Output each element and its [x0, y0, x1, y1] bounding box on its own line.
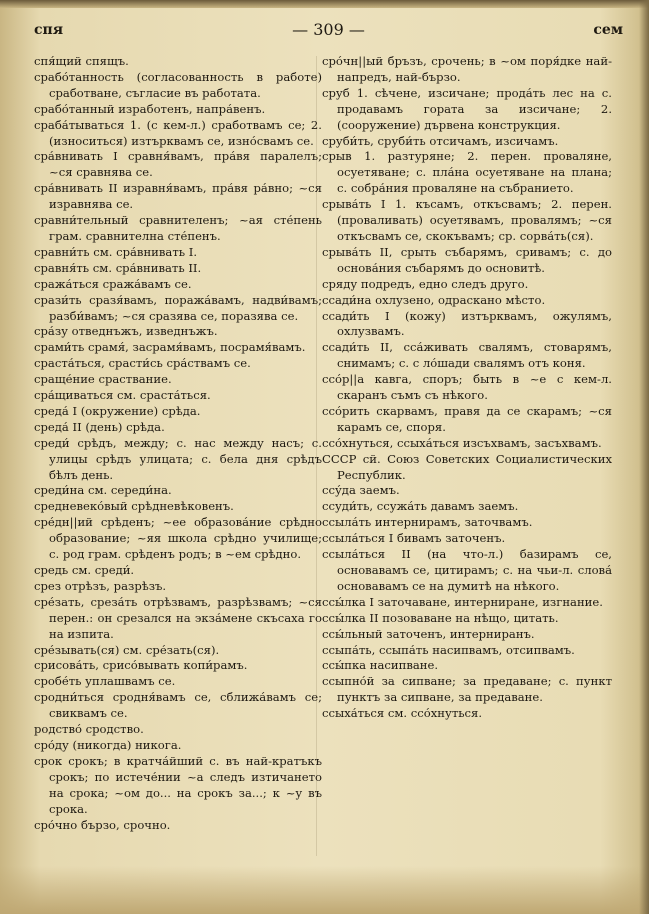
dictionary-entry: среда́ II (день) срѣда.	[34, 419, 165, 434]
column-divider	[316, 56, 317, 856]
dictionary-entry: ссади́ть I (кожу) изтърквамъ, ожулямъ, охлузвамъ.	[322, 308, 612, 339]
dictionary-entry: ссо́рить скарвамъ, правя да се скарамъ; ~ся карамъ се, споря.	[322, 403, 612, 434]
dictionary-entry: срисова́ть, срисо́вывать копи́рамъ.	[34, 658, 248, 673]
dictionary-entry: спя́щий спящъ.	[34, 54, 129, 68]
dictionary-entry: сравни́тельный сравнителенъ; ~ая сте́пень грам. сравнителна сте́пенъ.	[34, 213, 322, 243]
dictionary-entry: средневеко́вый срѣдневѣковенъ.	[34, 499, 234, 514]
dictionary-entry: сро́ду (никогда) никога.	[34, 737, 182, 752]
dictionary-entry: среда́ I (окружение) срѣда.	[34, 403, 201, 418]
dictionary-entry: сраста́ться, срасти́сь сра́ствамъ се.	[34, 356, 251, 371]
dictionary-entry: сруби́ть, сруби́ть отсичамъ, изсичамъ.	[322, 133, 559, 148]
header-right-word: сем	[593, 22, 623, 38]
dictionary-entry: срами́ть срамя́, засрамя́вамъ, посрамя́вамъ.	[34, 340, 306, 355]
dictionary-entry: сра́щиваться см. сраста́ться.	[34, 388, 211, 403]
dictionary-entry: сряду подредъ, едно следъ друго.	[322, 276, 529, 291]
dictionary-entry: ссыла́ть интернирамъ, заточвамъ.	[322, 515, 533, 530]
dictionary-entry: срабо́танный изработенъ, напра́венъ.	[34, 101, 266, 116]
dictionary-entry: срабо́танность (согласованность в работе) сработване, съгласие въ работата.	[34, 69, 322, 100]
dictionary-entry: ссади́ть II, сса́живать свалямъ, стоварямъ, снимамъ; с. с ло́шади свалямъ отъ коня.	[322, 340, 612, 371]
header-left-word: спя	[34, 22, 64, 38]
dictionary-entry: ссыла́ться II (на что-л.) базирамъ се, основавамъ се, цитирамъ; с. на чьи-л. слова́ основавамъ се на думитѣ на нѣкого.	[322, 547, 612, 593]
dictionary-entry: срез отрѣзъ, разрѣзъ.	[34, 578, 167, 593]
dictionary-entry: ссы́лка I заточаване, интерниране, изгнание.	[322, 594, 603, 609]
dictionary-entry: средь см. среди́.	[34, 563, 135, 577]
dictionary-entry: среди́на см. середи́на.	[34, 483, 172, 498]
dictionary-entry: ссо́хнуться, ссыха́ться изсъхвамъ, засъхвамъ.	[322, 435, 602, 450]
dictionary-entry: ссы́пка насипване.	[322, 658, 439, 673]
dictionary-entry: ссы́лка II позоваване на нѣщо, цитать.	[322, 610, 559, 625]
dictionary-entry: срыва́ть I 1. късамъ, откъсвамъ; 2. перен. (проваливать) осуетявамъ, провалямъ; ~ся откъсвамъ се, скокъвамъ; ср. сорва́ть(ся).	[322, 197, 612, 243]
dictionary-entry: ссы́льный заточенъ, интерниранъ.	[322, 626, 535, 641]
dictionary-entry: ссо́р||а кавга, споръ; быть в ~е с кем-л. скаранъ съмъ съ нѣкого.	[322, 372, 612, 403]
dictionary-entry: сраще́ние сраствание.	[34, 372, 172, 387]
page-bottom-edge	[0, 866, 649, 914]
dictionary-entry: ссуди́ть, ссужа́ть давамъ заемъ.	[322, 499, 519, 514]
dictionary-entry: сра́зу отведнъжъ, изведнъжъ.	[34, 324, 218, 339]
page-number: — 309 —	[292, 20, 365, 39]
dictionary-entry: ссыха́ться см. ссо́хнуться.	[322, 706, 483, 721]
dictionary-entry: ссыпно́й за сипване; за предаване; с. пункт пунктъ за сипване, за предаване.	[322, 674, 612, 705]
left-column	[34, 54, 322, 833]
dictionary-entry: родство́ сродство.	[34, 722, 144, 737]
dictionary-entry: сра́внивать II изравня́вамъ, пра́вя ра́вно; ~ся изравнява се.	[34, 181, 322, 212]
dictionary-entry: сродни́ться сродня́вамъ се, сближа́вамъ се; свиквамъ се.	[34, 690, 322, 721]
dictionary-entry: сре́зывать(ся) см. сре́зать(ся).	[34, 642, 220, 657]
dictionary-entry: сра́внивать I сравня́вамъ, пра́вя паралелъ; ~ся сравнява се.	[34, 149, 322, 180]
dictionary-entry: сре́зать, среза́ть отрѣзвамъ, разрѣзвамъ; ~ся перен.: он срезался на экза́мене скъсаха го на изпита.	[34, 594, 322, 641]
dictionary-entry: сраба́тываться 1. (с кем-л.) сработвамъ се; 2. (износиться) изтърквамъ се, изно́свамъ се.	[34, 117, 322, 148]
dictionary-entry: среди́ срѣдъ, между; с. нас между насъ; с. улицы срѣдъ улицата; с. бела дня срѣдъ бѣлъ день.	[34, 435, 322, 482]
dictionary-entry: ссади́на охлузено, одраскано мѣсто.	[322, 292, 546, 307]
dictionary-entry: сро́чн||ый бръзъ, срочень; в ~ом поря́дке най-напредъ, най-бързо.	[322, 54, 612, 84]
dictionary-entry: сро́чно бързо, срочно.	[34, 817, 171, 832]
page-header	[34, 22, 623, 46]
dictionary-entry: сробе́ть уплашвамъ се.	[34, 674, 176, 689]
dictionary-entry: сравня́ть см. сра́внивать II.	[34, 260, 202, 275]
dictionary-entry: ссыла́ться I бивамъ заточенъ.	[322, 531, 506, 546]
dictionary-entry: сре́дн||ий срѣденъ; ~ее образова́ние срѣдно образование; ~яя школа срѣдно училище; с. род грам. срѣденъ родъ; в ~ем срѣдно.	[34, 515, 322, 562]
dictionary-entry: сража́ться сража́вамъ се.	[34, 276, 192, 291]
page-right-edge	[639, 0, 649, 914]
dictionary-entry: СССР сй. Союз Советских Социалистических Республик.	[322, 451, 612, 482]
dictionary-entry: сруб 1. сѣчене, изсичане; прода́ть лес на с. продавамъ гората за изсичане; 2. (сооружение) дървена конструкция.	[322, 85, 612, 132]
dictionary-entry: срази́ть сразя́вамъ, поража́вамъ, надви́вамъ; разби́вамъ; ~ся сразява се, поразява се.	[34, 292, 322, 323]
dictionary-entry: срыв 1. разтуряне; 2. перен. проваляне, осуетяване; с. пла́на осуетяване на плана; с. собра́ния проваляне на събранието.	[322, 149, 612, 196]
right-column	[322, 54, 612, 722]
dictionary-entry: ссу́да заемъ.	[322, 483, 400, 498]
dictionary-entry: сравни́ть см. сра́внивать I.	[34, 244, 198, 259]
dictionary-entry: срок срокъ; в кратча́йший с. въ най-кратъкъ срокъ; по истече́нии ~а следъ изтичането на срока; ~ом до... на срокъ за...; к ~у въ срока.	[34, 753, 322, 816]
dictionary-entry: ссыпа́ть, ссыпа́ть насипвамъ, отсипвамъ.	[322, 642, 575, 657]
page-top-edge	[0, 0, 649, 8]
dictionary-entry: срыва́ть II, срыть събарямъ, сривамъ; с. до основа́ния събарямъ до основитѣ.	[322, 244, 612, 275]
